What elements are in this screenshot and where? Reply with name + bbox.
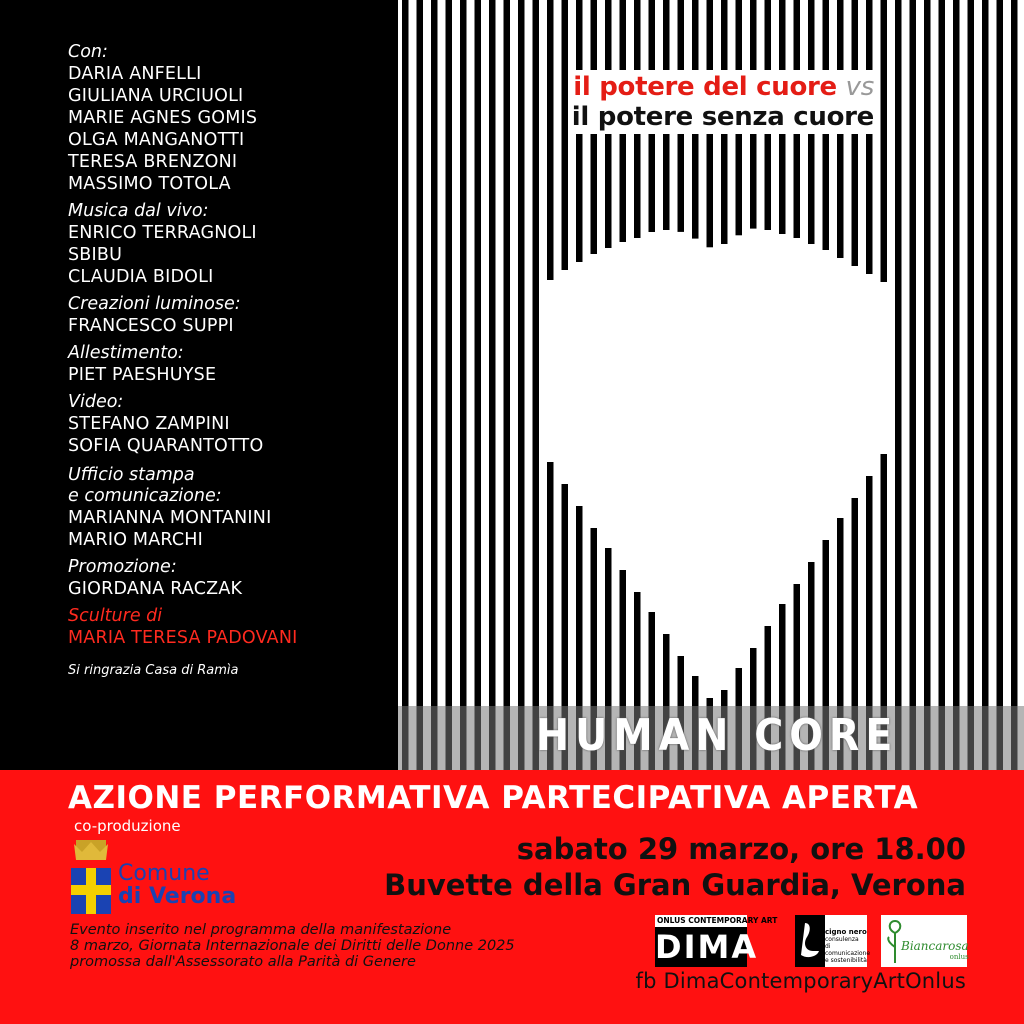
credit-group (68, 42, 398, 195)
stripe (504, 0, 511, 770)
credit-role: Musica dal vivo: (68, 201, 209, 221)
facebook-handle: fb DimaContemporaryArtOnlus (635, 969, 966, 993)
comune-line-1: Comune (118, 861, 210, 886)
credit-role: Promozione: (68, 557, 177, 577)
credit-name: GIORDANA RACZAK (68, 579, 243, 599)
credit-group (68, 201, 398, 288)
program-note (70, 922, 540, 970)
stripe (1011, 0, 1018, 770)
info-band (0, 770, 1024, 1024)
stripe (924, 0, 931, 770)
stripe (997, 0, 1004, 770)
verona-crest-icon (70, 840, 112, 916)
credit-role: Ufficio stampa (68, 465, 195, 485)
stripe (982, 0, 989, 770)
credit-group (68, 294, 398, 337)
cigno-text: cigno nero consulenza di comunicazione e sostenibilità (825, 928, 871, 964)
credit-name: OLGA MANGANOTTI (68, 130, 245, 150)
stripe (460, 0, 467, 770)
tagline-line-1: il potere del cuore vs (573, 72, 874, 102)
credit-name: DARIA ANFELLI (68, 64, 202, 84)
stripe (562, 0, 569, 270)
credit-role: Video: (68, 392, 124, 412)
dima-logo (655, 915, 778, 967)
credit-group (68, 606, 398, 649)
stripe (939, 0, 946, 770)
credit-name: SOFIA QUARANTOTTO (68, 436, 264, 456)
credit-name: MARIO MARCHI (68, 530, 204, 550)
tagline (568, 70, 878, 134)
credit-role: e comunicazione: (68, 486, 222, 506)
credit-group (68, 343, 398, 386)
credit-name: CLAUDIA BIDOLI (68, 267, 214, 287)
stripe (881, 0, 888, 282)
stripe (431, 0, 438, 770)
stripe (953, 0, 960, 770)
credit-role: Con: (68, 42, 108, 62)
event-place: Buvette della Gran Guardia, Verona (384, 868, 966, 902)
credit-name: TERESA BRENZONI (68, 152, 238, 172)
tagline-vs: vs (845, 72, 874, 102)
credit-name: MARIA TERESA PADOVANI (68, 628, 298, 648)
credit-name: MARIE AGNES GOMIS (68, 108, 258, 128)
credit-name: MARIANNA MONTANINI (68, 508, 272, 528)
comune-line-2: di Verona (118, 884, 237, 909)
credit-group (68, 392, 398, 457)
credit-name: PIET PAESHUYSE (68, 365, 217, 385)
headline: AZIONE PERFORMATIVA PARTECIPATIVA APERTA (68, 780, 919, 816)
stripe (866, 0, 873, 274)
stripe (518, 0, 525, 770)
credit-role: Creazioni luminose: (68, 294, 241, 314)
thanks-note: Si ringrazia Casa di Ramìa (68, 663, 239, 678)
note-line: Evento inserito nel programma della manifestazione (70, 922, 452, 938)
coproduction-label: co-produzione (74, 817, 181, 835)
stripe (968, 0, 975, 770)
stripe (402, 0, 409, 770)
stripe (910, 0, 917, 770)
stripe (533, 0, 540, 770)
credit-name: MASSIMO TOTOLA (68, 174, 231, 194)
tagline-line-2: il potere senza cuore (571, 102, 874, 132)
dima-wordmark: DIMA (655, 928, 759, 966)
title-banner (398, 706, 1024, 770)
stripe (417, 0, 424, 770)
credit-name: GIULIANA URCIUOLI (68, 86, 244, 106)
note-line: 8 marzo, Giornata Internazionale dei Diritti delle Donne 2025 (70, 938, 515, 954)
dima-subtitle: ONLUS CONTEMPORARY ART (657, 916, 778, 925)
stripe (446, 0, 453, 770)
credit-name: ENRICO TERRAGNOLI (68, 223, 257, 243)
biancarosa-text: Biancarosa onlus (901, 939, 969, 961)
credit-name: SBIBU (68, 245, 123, 265)
stripe (547, 0, 554, 280)
heart-stripe-artwork (398, 0, 1024, 770)
credit-name: STEFANO ZAMPINI (68, 414, 230, 434)
stripe (475, 0, 482, 770)
stripe (489, 0, 496, 770)
credits-list (68, 42, 398, 678)
cigno-nero-logo (795, 915, 871, 967)
note-line: promossa dall'Assessorato alla Parità di Genere (70, 954, 416, 970)
credit-group (68, 557, 398, 600)
swan-icon (795, 915, 825, 967)
title-human-core: HUMAN CORE (536, 710, 899, 761)
credit-role: Sculture di (68, 606, 163, 626)
event-date: sabato 29 marzo, ore 18.00 (516, 832, 966, 866)
sponsor-logos (655, 915, 967, 967)
stripe (895, 0, 902, 770)
credit-role: Allestimento: (68, 343, 184, 363)
credit-group (68, 465, 398, 551)
credit-name: FRANCESCO SUPPI (68, 316, 234, 336)
biancarosa-logo (881, 915, 967, 967)
comune-di-verona-logo (118, 862, 236, 908)
